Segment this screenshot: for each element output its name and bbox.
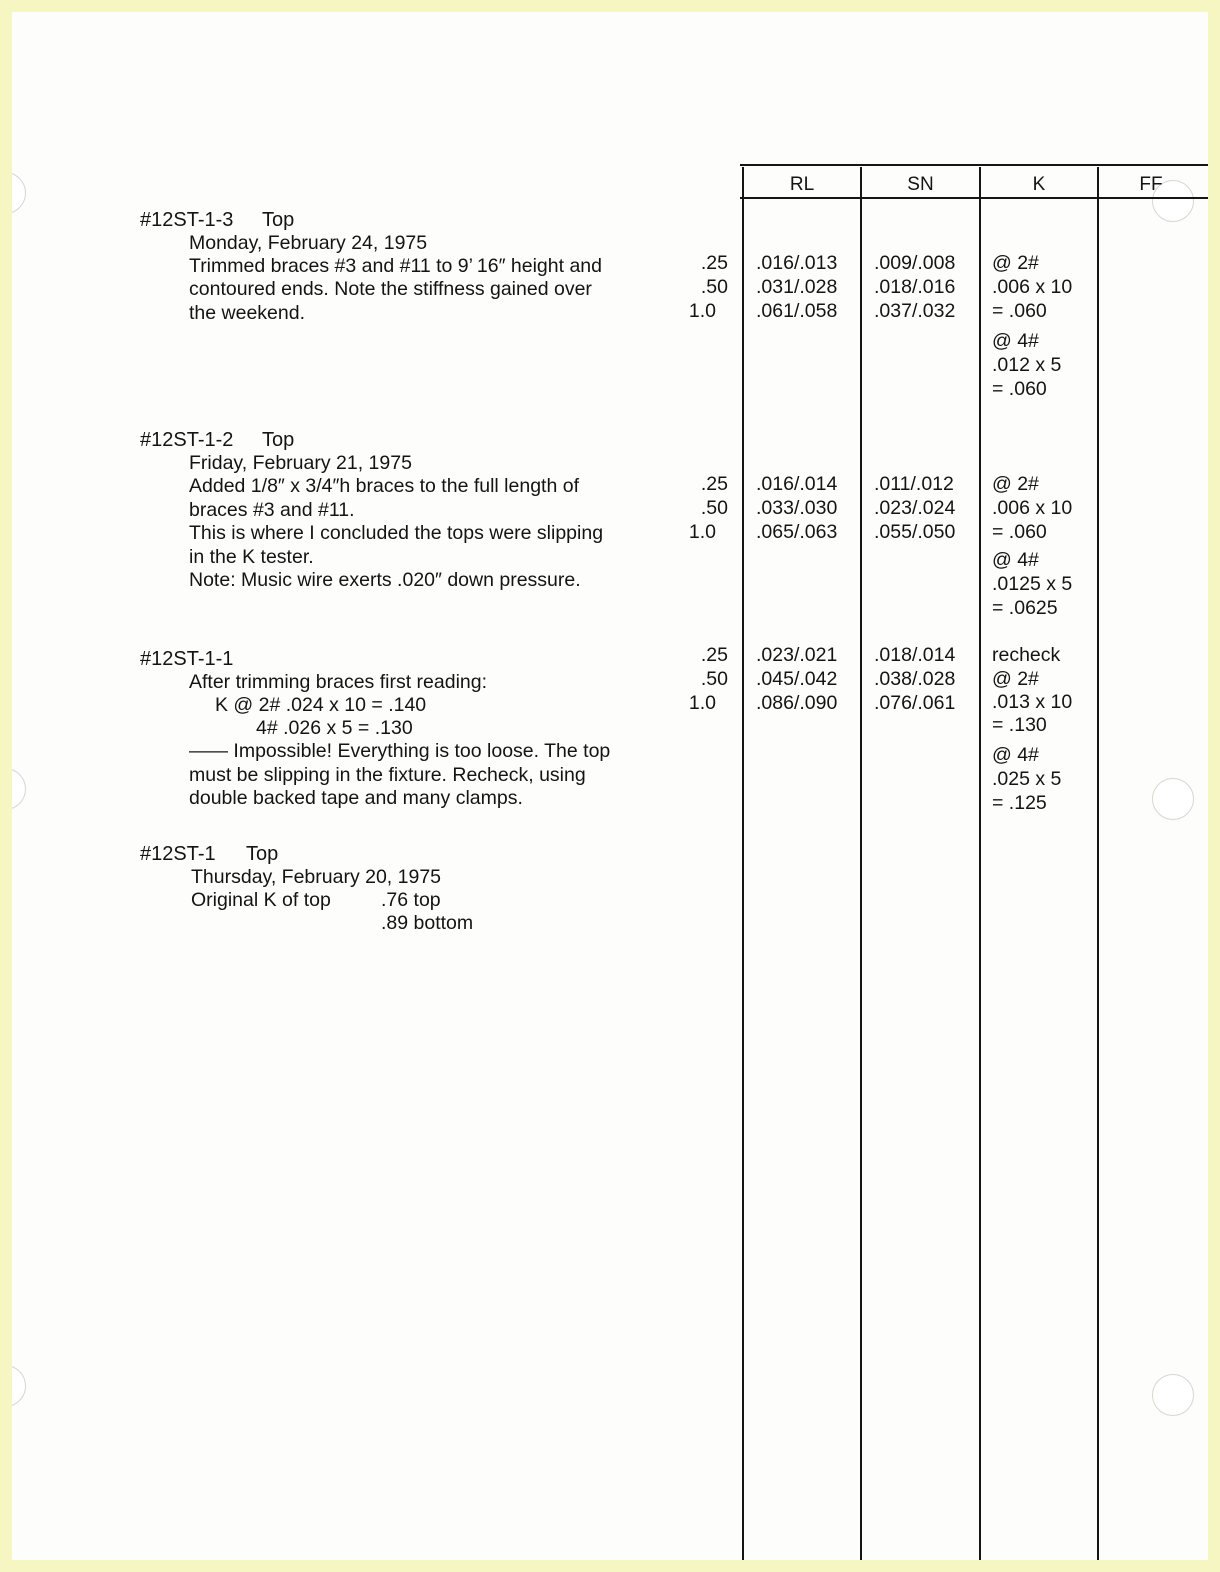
- load-value: .25: [700, 644, 728, 666]
- sn-value: .018/.014: [874, 644, 956, 666]
- entry-date: Monday, February 24, 1975: [189, 232, 428, 254]
- rl-value: .065/.063: [756, 521, 838, 543]
- table-header-rule: [740, 197, 1208, 199]
- entry-note-line: the weekend.: [189, 302, 306, 324]
- k-value: .025 x 5: [992, 768, 1062, 790]
- document-page: [12, 12, 1208, 1560]
- entry-note-line: Original K of top: [191, 889, 331, 911]
- column-header-k: K: [1032, 174, 1046, 195]
- entry-title: Top: [262, 209, 295, 231]
- k-value: .006 x 10: [992, 497, 1073, 519]
- entry-date: Thursday, February 20, 1975: [191, 866, 442, 888]
- entry-note-line: —— Impossible! Everything is too loose. The top: [189, 740, 611, 762]
- entry-id: #12ST-1-3: [140, 209, 234, 231]
- column-header-ff: FF: [1139, 174, 1163, 195]
- load-value: .25: [700, 252, 728, 274]
- entry-id: #12ST-1: [140, 843, 216, 865]
- entry-note-line: braces #3 and #11.: [189, 499, 355, 521]
- entry-note-line: Trimmed braces #3 and #11 to 9’ 16″ height and: [189, 255, 602, 277]
- k-value: @ 2#: [992, 473, 1039, 495]
- table-column-rule: [1097, 167, 1099, 1560]
- load-value: 1.0: [688, 692, 716, 714]
- k-value: = .130: [992, 714, 1047, 736]
- binder-hole-icon: [1152, 778, 1194, 820]
- entry-note-line: in the K tester.: [189, 546, 314, 568]
- rl-value: .033/.030: [756, 497, 838, 519]
- sn-value: .038/.028: [874, 668, 956, 690]
- entry-note-line: .89 bottom: [381, 912, 474, 934]
- sn-value: .018/.016: [874, 276, 956, 298]
- entry-note-line: .76 top: [381, 889, 441, 911]
- entry-note-line: After trimming braces first reading:: [189, 671, 488, 693]
- binder-hole-icon: [12, 768, 26, 810]
- rl-value: .016/.013: [756, 252, 838, 274]
- table-column-rule: [979, 167, 981, 1560]
- load-value: .50: [700, 497, 728, 519]
- sn-value: .076/.061: [874, 692, 956, 714]
- load-value: .50: [700, 668, 728, 690]
- rl-value: .031/.028: [756, 276, 838, 298]
- entry-id: #12ST-1-2: [140, 429, 234, 451]
- column-header-rl: RL: [789, 174, 815, 195]
- k-value: @ 4#: [992, 549, 1039, 571]
- entry-note-line: This is where I concluded the tops were slipping: [189, 522, 604, 544]
- rl-value: .016/.014: [756, 473, 838, 495]
- load-value: 1.0: [688, 300, 716, 322]
- rl-value: .061/.058: [756, 300, 838, 322]
- k-value: .012 x 5: [992, 354, 1062, 376]
- entry-note-line: K @ 2# .024 x 10 = .140: [215, 694, 427, 716]
- load-value: .50: [700, 276, 728, 298]
- k-value: @ 4#: [992, 330, 1039, 352]
- binder-hole-icon: [12, 172, 26, 214]
- binder-hole-icon: [1152, 1374, 1194, 1416]
- entry-note-line: double backed tape and many clamps.: [189, 787, 523, 809]
- entry-id: #12ST-1-1: [140, 648, 234, 670]
- sn-value: .023/.024: [874, 497, 956, 519]
- k-value: .013 x 10: [992, 691, 1073, 713]
- k-value: recheck: [992, 644, 1061, 666]
- sn-value: .037/.032: [874, 300, 956, 322]
- rl-value: .086/.090: [756, 692, 838, 714]
- entry-note-line: Note: Music wire exerts .020″ down pressure.: [189, 569, 581, 591]
- entry-date: Friday, February 21, 1975: [189, 452, 412, 474]
- entry-title: Top: [262, 429, 295, 451]
- k-value: = .060: [992, 521, 1047, 543]
- rl-value: .023/.021: [756, 644, 838, 666]
- column-header-sn: SN: [907, 174, 934, 195]
- k-value: .0125 x 5: [992, 573, 1073, 595]
- entry-note-line: contoured ends. Note the stiffness gained over: [189, 278, 592, 300]
- k-value: = .060: [992, 300, 1047, 322]
- load-value: 1.0: [688, 521, 716, 543]
- sn-value: .055/.050: [874, 521, 956, 543]
- k-value: @ 2#: [992, 252, 1039, 274]
- table-column-rule: [742, 167, 744, 1560]
- entry-title: Top: [246, 843, 279, 865]
- entry-note-line: Added 1/8″ x 3/4″h braces to the full length of: [189, 475, 579, 497]
- table-top-rule: [740, 164, 1208, 166]
- k-value: = .125: [992, 792, 1047, 814]
- table-column-rule: [860, 167, 862, 1560]
- sn-value: .009/.008: [874, 252, 956, 274]
- k-value: .006 x 10: [992, 276, 1073, 298]
- k-value: @ 2#: [992, 668, 1039, 690]
- entry-note-line: 4# .026 x 5 = .130: [256, 717, 413, 739]
- load-value: .25: [700, 473, 728, 495]
- binder-hole-icon: [12, 1365, 26, 1407]
- k-value: = .0625: [992, 597, 1058, 619]
- k-value: = .060: [992, 378, 1047, 400]
- rl-value: .045/.042: [756, 668, 838, 690]
- sn-value: .011/.012: [874, 473, 954, 495]
- entry-note-line: must be slipping in the fixture. Recheck, using: [189, 764, 586, 786]
- k-value: @ 4#: [992, 744, 1039, 766]
